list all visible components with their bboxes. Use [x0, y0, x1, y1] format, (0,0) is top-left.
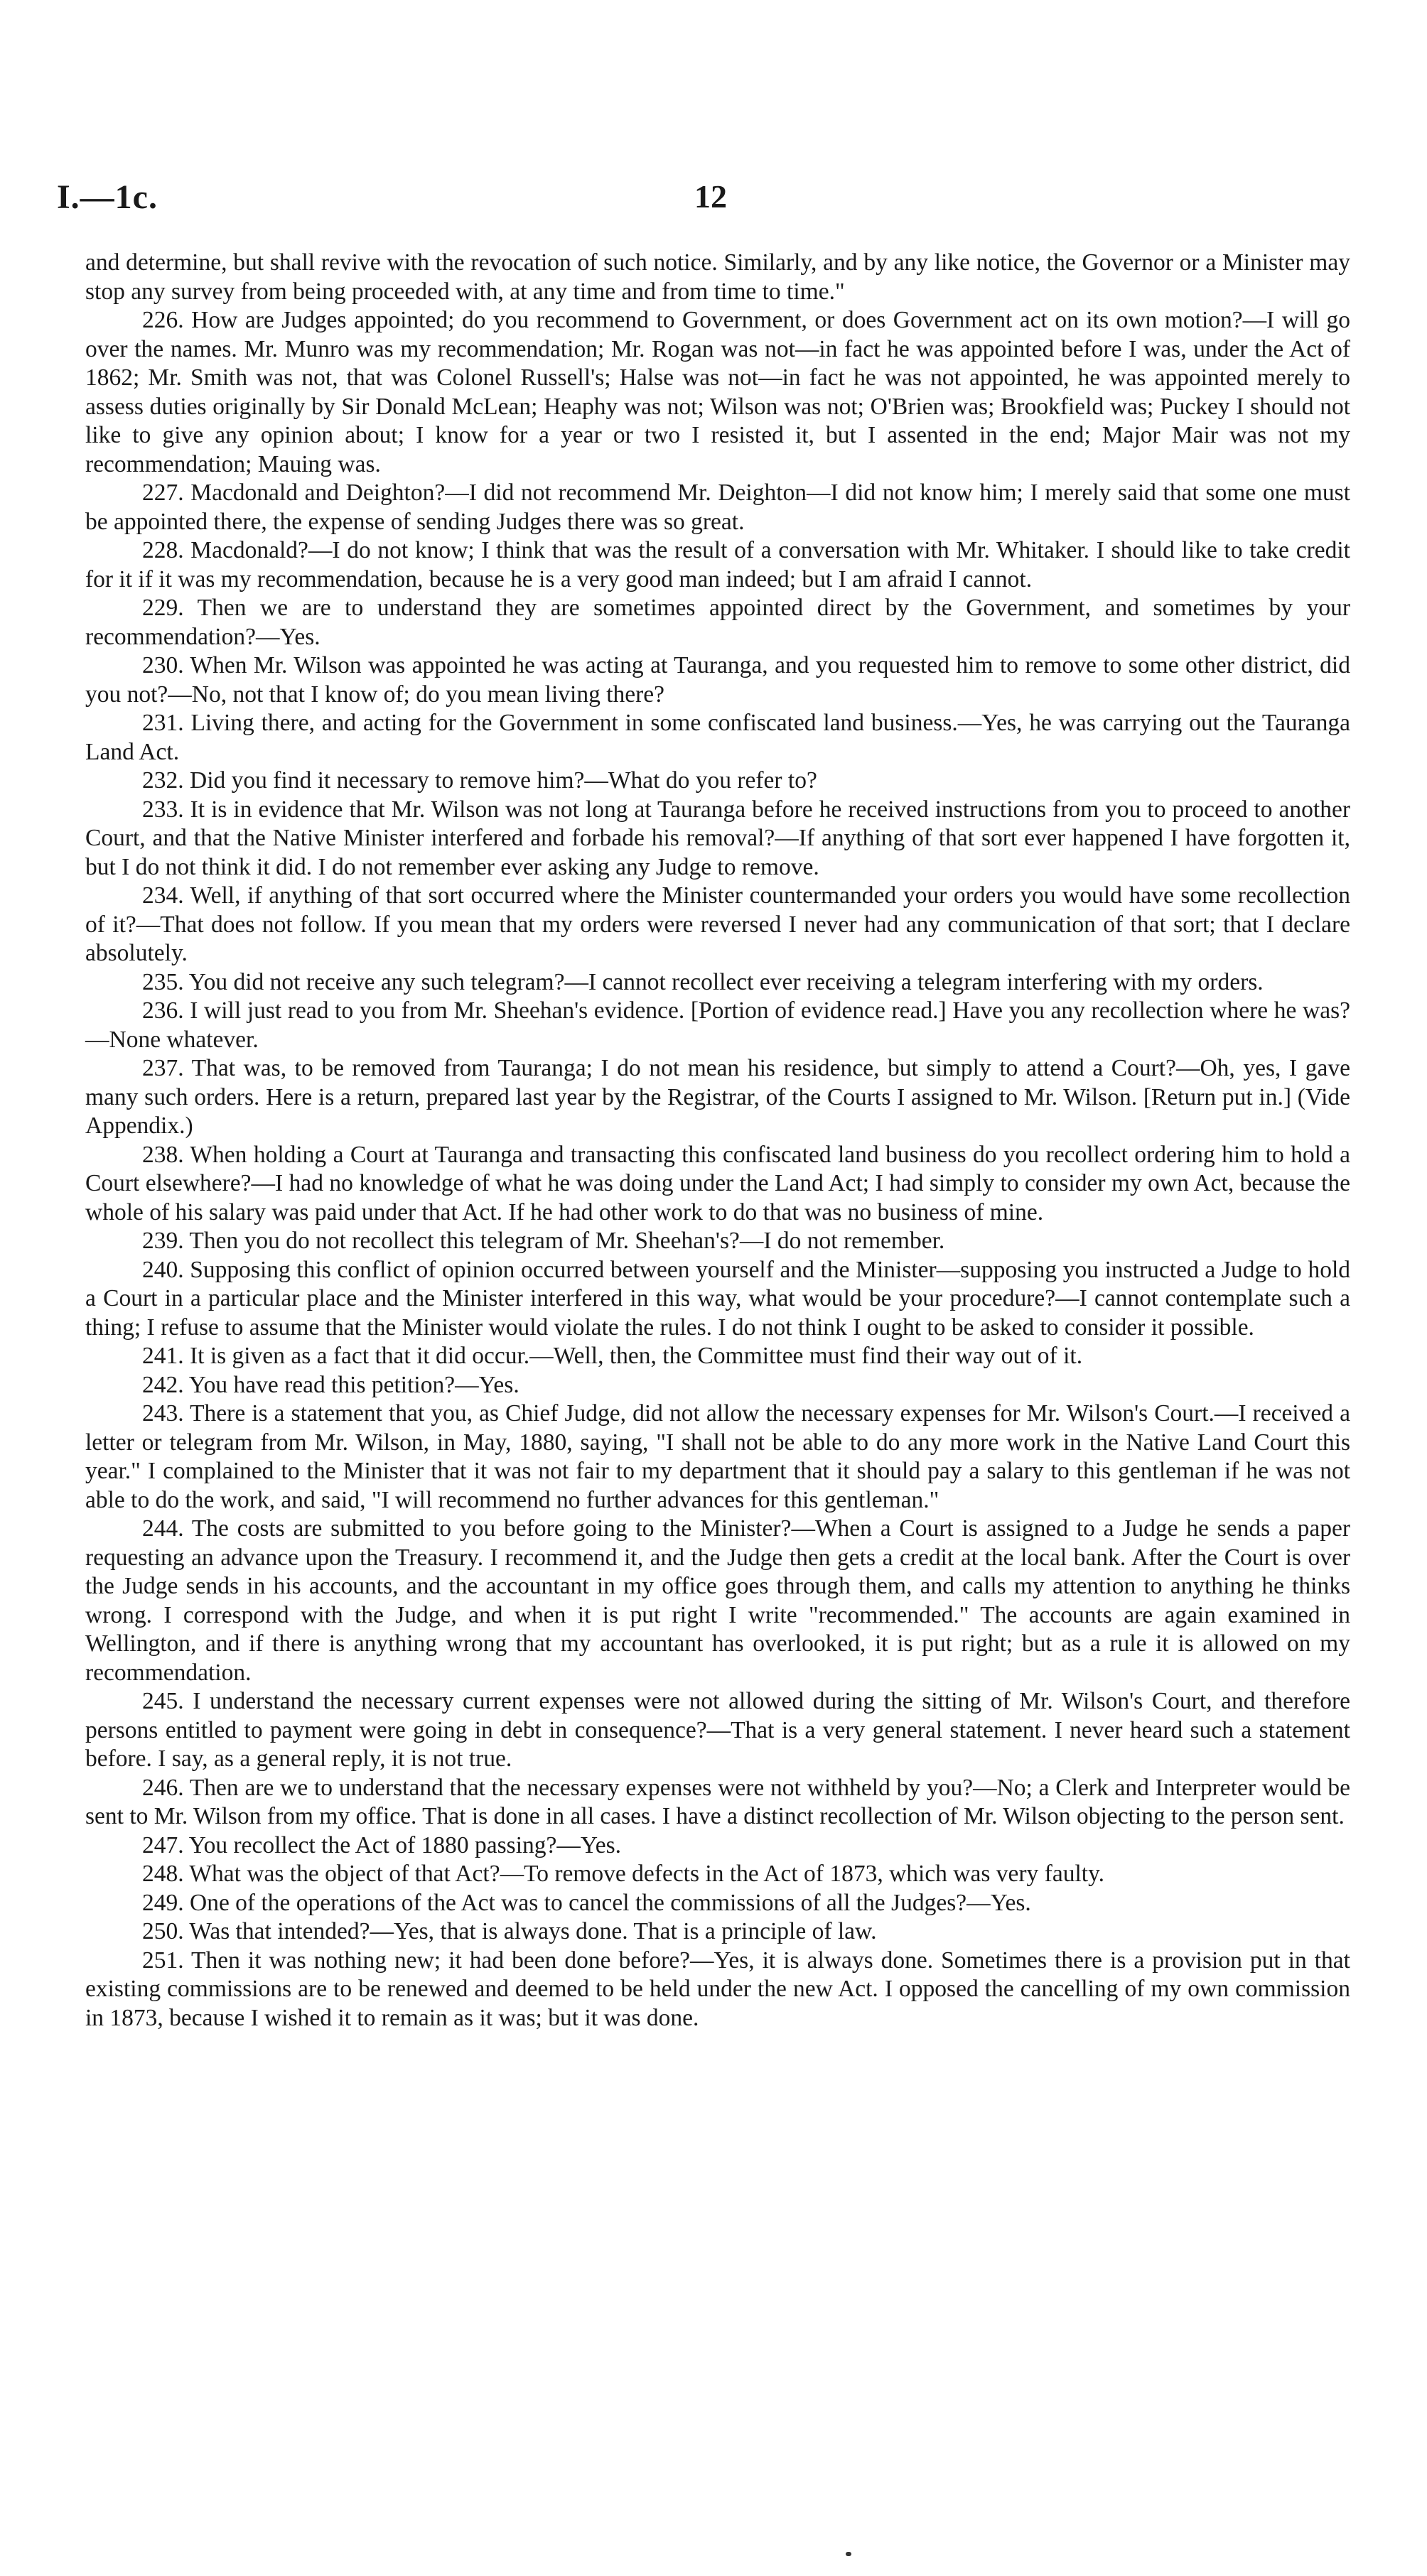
question-250: 250. Was that intended?—Yes, that is always done. That is a principle of law. [142, 1918, 877, 1944]
print-speck [846, 2552, 851, 2556]
question-244: 244. The costs are submitted to you before going to the Minister?—When a Court is assigned to a Judge he sends a paper requesting an advance upon the Treasury. I recommend it, and the Judge then gets a credit at the local bank. After the Court is over the Judge sends in his accounts, and the accountant in my office goes through them, and calls my attention to anything he thinks wrong. I correspond with the Judge, and when it is put right I write "recommended." The accounts are again examined in Wellington, and if there is anything wrong that my accountant has overlooked, it is put right; but as a rule it is allowed on my recommendation. [85, 1515, 1350, 1686]
document-body [85, 249, 1350, 2033]
question-237: 237. That was, to be removed from Tauranga; I do not mean his residence, but simply to attend a Court?—Oh, yes, I gave many such orders. Here is a return, prepared last year by the Registrar, of the Courts I assigned to Mr. Wilson. [Return put in.] (Vide Appendix.) [85, 1055, 1350, 1139]
question-234: 234. Well, if anything of that sort occurred where the Minister countermanded your orders you would have some recollection of it?—That does not follow. If you mean that my orders were reversed I never had any communication of that sort; that I declare absolutely. [85, 882, 1350, 966]
question-229: 229. Then we are to understand they are sometimes appointed direct by the Government, and sometimes by your recommendation?—Yes. [85, 595, 1350, 650]
question-226: 226. How are Judges appointed; do you recommend to Government, or does Government act on its own motion?—I will go over the names. Mr. Munro was my recommendation; Mr. Rogan was not—in fact he was appointed before I was, under the Act of 1862; Mr. Smith was not, that was Colonel Russell's; Halse was not—in fact he was not appointed, he was appointed merely to assess duties originally by Sir Donald McLean; Heaphy was not; Wilson was not; O'Brien was; Brookfield was; Puckey I should not like to give any opinion about; I know for a year or two I resisted it, but I assented in the end; Major Mair was not my recommendation; Mauing was. [85, 307, 1350, 477]
question-241: 241. It is given as a fact that it did occur.—Well, then, the Committee must find their way out of it. [142, 1343, 1083, 1369]
question-246: 246. Then are we to understand that the necessary expenses were not withheld by you?—No; a Clerk and Interpreter would be sent to Mr. Wilson from my office. That is done in all cases. I have a distinct recollection of Mr. Wilson objecting to the person sent. [85, 1774, 1350, 1829]
question-231: 231. Living there, and acting for the Government in some confiscated land business.—Yes, he was carrying out the Tauranga Land Act. [85, 710, 1350, 765]
paragraph-continuation: and determine, but shall revive with the revocation of such notice. Similarly, and by any like notice, the Governor or a Minister may stop any survey from being proceeded with, at any time and from time to time." [85, 249, 1350, 305]
question-249: 249. One of the operations of the Act was to cancel the commissions of all the Judges?—Yes. [142, 1889, 1031, 1916]
page-header [57, 178, 1364, 220]
question-238: 238. When holding a Court at Tauranga and transacting this confiscated land business do you recollect ordering him to hold a Court elsewhere?—I had no knowledge of what he was doing under the Land Act; I had simply to consider my own Act, because the whole of his salary was paid under that Act. If he had other work to do that was no business of mine. [85, 1141, 1350, 1225]
page-number: 12 [694, 178, 727, 215]
question-247: 247. You recollect the Act of 1880 passing?—Yes. [142, 1831, 621, 1858]
question-239: 239. Then you do not recollect this telegram of Mr. Sheehan's?—I do not remember. [142, 1228, 945, 1254]
question-230: 230. When Mr. Wilson was appointed he was acting at Tauranga, and you requested him to remove to some other district, did you not?—No, not that I know of; do you mean living there? [85, 652, 1350, 708]
question-236: 236. I will just read to you from Mr. Sheehan's evidence. [Portion of evidence read.] Have you any recollection where he was?—None whatever. [85, 997, 1350, 1053]
question-243: 243. There is a statement that you, as Chief Judge, did not allow the necessary expenses for Mr. Wilson's Court.—I received a letter or telegram from Mr. Wilson, in May, 1880, saying, "I shall not be able to do any more work in the Native Land Court this year." I complained to the Minister that it was not fair to my department that it should pay a salary to this gentleman if he was not able to do the work, and said, "I will recommend no further advances for this gentleman." [85, 1400, 1350, 1513]
question-233: 233. It is in evidence that Mr. Wilson was not long at Tauranga before he received instructions from you to proceed to another Court, and that the Native Minister interfered and forbade his removal?—If anything of that sort ever happened I have forgotten it, but I do not think it did. I do not remember ever asking any Judge to remove. [85, 796, 1350, 880]
question-240: 240. Supposing this conflict of opinion occurred between yourself and the Minister—supposing you instructed a Judge to hold a Court in a particular place and the Minister interfered in this way, what would be your procedure?—I cannot contemplate such a thing; I refuse to assume that the Minister would violate the rules. I do not think I ought to be asked to consider it possible. [85, 1256, 1350, 1341]
question-228: 228. Macdonald?—I do not know; I think that was the result of a conversation with Mr. Whitaker. I should like to take credit for it if it was my recommendation, because he is a very good man indeed; but I am afraid I cannot. [85, 537, 1350, 592]
question-235: 235. You did not receive any such telegram?—I cannot recollect ever receiving a telegram interfering with my orders. [142, 968, 1264, 995]
question-242: 242. You have read this petition?—Yes. [142, 1371, 519, 1398]
document-reference: I.—1c. [57, 178, 158, 216]
question-251: 251. Then it was nothing new; it had been done before?—Yes, it is always done. Sometimes there is a provision put in that existing commissions are to be renewed and deemed to be held under the new Act. I opposed the cancelling of my own commission in 1873, because I wished it to remain as it was; but it was done. [85, 1947, 1350, 2031]
question-232: 232. Did you find it necessary to remove him?—What do you refer to? [142, 767, 817, 794]
question-245: 245. I understand the necessary current expenses were not allowed during the sitting of Mr. Wilson's Court, and therefore persons entitled to payment were going in debt in consequence?—That is a very general statement. I never heard such a statement before. I say, as a general reply, it is not true. [85, 1688, 1350, 1772]
question-248: 248. What was the object of that Act?—To remove defects in the Act of 1873, which was very faulty. [142, 1861, 1105, 1887]
question-227: 227. Macdonald and Deighton?—I did not recommend Mr. Deighton—I did not know him; I merely said that some one must be appointed there, the expense of sending Judges there was so great. [85, 480, 1350, 535]
